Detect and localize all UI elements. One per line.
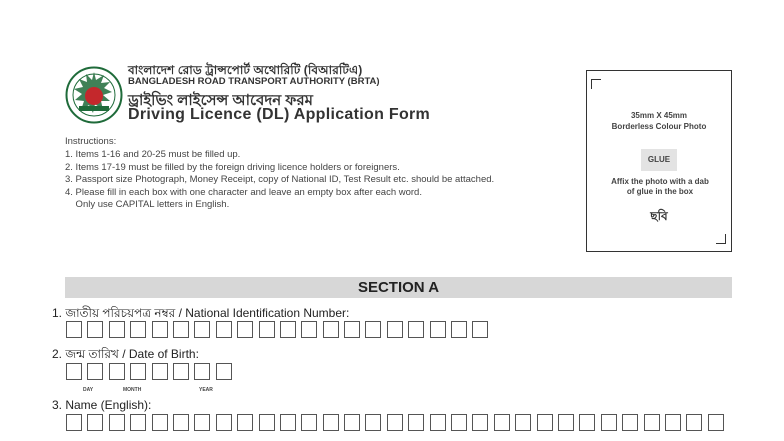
name-char-box[interactable] — [173, 414, 189, 431]
name-char-box[interactable] — [87, 414, 103, 431]
name-char-box[interactable] — [494, 414, 510, 431]
nid-char-box[interactable] — [430, 321, 446, 338]
glue-label: GLUE — [641, 149, 677, 171]
name-char-box[interactable] — [237, 414, 253, 431]
section-header: SECTION A — [65, 277, 732, 298]
instruction-item: 4. Please fill in each box with one character and leave an empty box after each word. — [65, 186, 422, 198]
affix-line-1: Affix the photo with a dab — [611, 177, 709, 186]
dob-char-box[interactable] — [152, 363, 168, 380]
photo-type: Borderless Colour Photo — [611, 122, 707, 131]
nid-char-box[interactable] — [173, 321, 189, 338]
authority-name-en: BANGLADESH ROAD TRANSPORT AUTHORITY (BRTA) — [128, 76, 380, 87]
name-char-box[interactable] — [558, 414, 574, 431]
nid-label: 1. জাতীয় পরিচয়পত্র নম্বর / National Identification Number: — [52, 306, 350, 320]
brta-logo — [65, 66, 123, 124]
corner-mark-icon — [591, 79, 601, 89]
name-char-box[interactable] — [472, 414, 488, 431]
name-char-box[interactable] — [686, 414, 702, 431]
name-char-box[interactable] — [622, 414, 638, 431]
dob-char-box[interactable] — [194, 363, 210, 380]
name-char-box[interactable] — [537, 414, 553, 431]
name-char-box[interactable] — [259, 414, 275, 431]
dob-day-label: DAY — [83, 387, 94, 393]
dob-char-box[interactable] — [109, 363, 125, 380]
nid-char-box[interactable] — [66, 321, 82, 338]
name-char-box[interactable] — [515, 414, 531, 431]
nid-char-box[interactable] — [301, 321, 317, 338]
instructions-list — [65, 149, 494, 212]
dob-char-box[interactable] — [216, 363, 232, 380]
dob-char-box[interactable] — [87, 363, 103, 380]
nid-char-box[interactable] — [408, 321, 424, 338]
authority-name-bn: বাংলাদেশ রোড ট্রান্সপোর্ট অথোরিটি (বিআরটিএ) — [128, 63, 363, 77]
instructions-heading: Instructions: — [65, 136, 117, 147]
nid-char-box[interactable] — [152, 321, 168, 338]
dob-input-boxes[interactable] — [66, 363, 237, 380]
name-char-box[interactable] — [323, 414, 339, 431]
name-char-box[interactable] — [408, 414, 424, 431]
name-char-box[interactable] — [365, 414, 381, 431]
instruction-item: 1. Items 1-16 and 20-25 must be filled up. — [65, 149, 241, 160]
nid-char-box[interactable] — [323, 321, 339, 338]
name-char-box[interactable] — [601, 414, 617, 431]
name-char-box[interactable] — [66, 414, 82, 431]
affix-line-2: of glue in the box — [626, 187, 694, 196]
name-char-box[interactable] — [301, 414, 317, 431]
name-char-box[interactable] — [451, 414, 467, 431]
nid-char-box[interactable] — [87, 321, 103, 338]
name-char-box[interactable] — [344, 414, 360, 431]
photo-box[interactable] — [586, 70, 732, 252]
photo-affix-note — [595, 177, 725, 197]
nid-char-box[interactable] — [109, 321, 125, 338]
nid-char-box[interactable] — [387, 321, 403, 338]
name-input-boxes[interactable] — [66, 414, 729, 431]
name-char-box[interactable] — [152, 414, 168, 431]
name-char-box[interactable] — [387, 414, 403, 431]
name-char-box[interactable] — [665, 414, 681, 431]
nid-char-box[interactable] — [237, 321, 253, 338]
name-char-box[interactable] — [194, 414, 210, 431]
nid-char-box[interactable] — [451, 321, 467, 338]
dob-char-box[interactable] — [130, 363, 146, 380]
name-char-box[interactable] — [280, 414, 296, 431]
name-char-box[interactable] — [708, 414, 724, 431]
dob-char-box[interactable] — [66, 363, 82, 380]
name-char-box[interactable] — [109, 414, 125, 431]
instruction-item: 3. Passport size Photograph, Money Receipt, copy of National ID, Test Result etc. should be attached. — [65, 174, 495, 186]
name-label: 3. Name (English): — [52, 398, 152, 412]
name-char-box[interactable] — [216, 414, 232, 431]
nid-char-box[interactable] — [259, 321, 275, 338]
name-char-box[interactable] — [644, 414, 660, 431]
name-char-box[interactable] — [130, 414, 146, 431]
name-char-box[interactable] — [579, 414, 595, 431]
instruction-item: 2. Items 17-19 must be filled by the foreign driving licence holders or foreigners. — [65, 161, 400, 173]
nid-input-boxes[interactable] — [66, 321, 494, 338]
instruction-item: Only use CAPITAL letters in English. — [65, 199, 230, 211]
form-title-en: Driving Licence (DL) Application Form — [128, 106, 431, 123]
form-title-bn: ড্রাইভিং লাইসেন্স আবেদন ফরম — [128, 92, 313, 109]
dob-month-label: MONTH — [123, 387, 142, 393]
dob-label: 2. জন্ম তারিখ / Date of Birth: — [52, 347, 199, 361]
nid-char-box[interactable] — [194, 321, 210, 338]
nid-char-box[interactable] — [365, 321, 381, 338]
nid-char-box[interactable] — [472, 321, 488, 338]
dob-char-box[interactable] — [173, 363, 189, 380]
name-char-box[interactable] — [430, 414, 446, 431]
nid-char-box[interactable] — [130, 321, 146, 338]
nid-char-box[interactable] — [280, 321, 296, 338]
corner-mark-icon — [716, 234, 726, 244]
dob-year-label: YEAR — [199, 387, 213, 393]
nid-char-box[interactable] — [344, 321, 360, 338]
photo-label-bn: ছবি — [650, 209, 668, 223]
nid-char-box[interactable] — [216, 321, 232, 338]
photo-size: 35mm X 45mm — [630, 111, 688, 120]
